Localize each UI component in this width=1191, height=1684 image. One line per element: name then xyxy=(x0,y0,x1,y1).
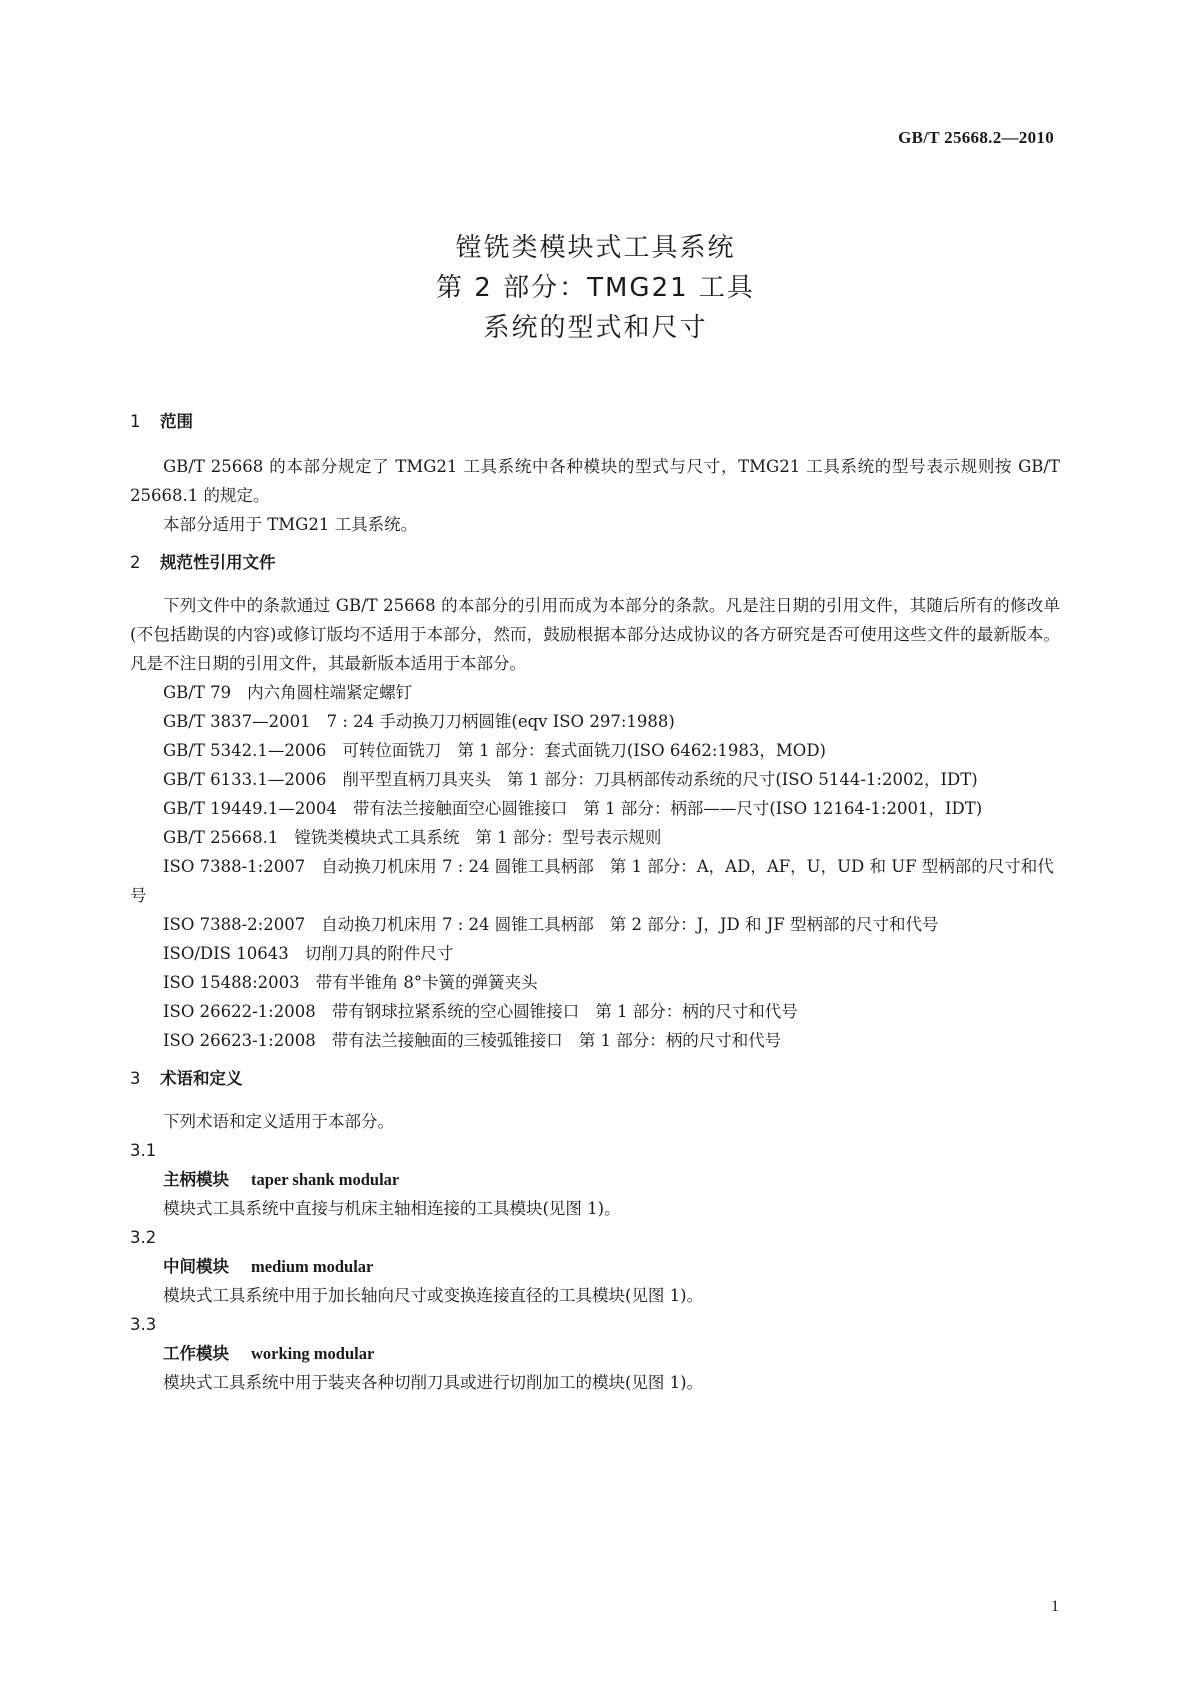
title-line-2: 第 2 部分：TMG21 工具 xyxy=(436,273,755,303)
reference-subtitle: 第 1 部分：套式面铣刀(ISO 6462:1983，MOD) xyxy=(457,741,826,760)
reference-title: 7 : 24 手动换刀刀柄圆锥(eqv ISO 297:1988) xyxy=(326,712,675,731)
reference-subtitle: 第 1 部分：柄的尺寸和代号 xyxy=(578,1031,782,1050)
reference-code: GB/T 19449.1—2004 xyxy=(163,799,337,818)
term-en: working modular xyxy=(251,1344,375,1363)
term-entry xyxy=(130,1223,1060,1310)
reference-item xyxy=(130,997,1060,1026)
reference-subtitle: 第 1 部分：A，AD，AF，U，UD 和 UF 型柄部的尺寸和代号 xyxy=(130,857,1054,905)
reference-subtitle: 第 1 部分：刀具柄部传动系统的尺寸(ISO 5144-1:2002，IDT) xyxy=(506,770,978,789)
reference-subtitle: 第 1 部分：型号表示规则 xyxy=(475,828,662,847)
reference-title: 自动换刀机床用 7 : 24 圆锥工具柄部 xyxy=(321,915,594,934)
section-title: 规范性引用文件 xyxy=(160,553,276,572)
title-line-1: 镗铣类模块式工具系统 xyxy=(455,233,736,263)
references-intro: 下列文件中的条款通过 GB/T 25668 的本部分的引用而成为本部分的条款。凡是注日期的引用文件，其随后所有的修改单(不包括勘误的内容)或修订版均不适用于本部分，然而，鼓励根据本部分达成协议的各方研究是否可使用这些文件的最新版本。凡是不注日期的引用文件，其最新版本适用于本部分。 xyxy=(130,596,1060,673)
reference-title: 可转位面铣刀 xyxy=(342,741,442,760)
reference-title: 带有钢球拉紧系统的空心圆锥接口 xyxy=(331,1002,580,1021)
term-entry xyxy=(130,1136,1060,1223)
page-number: 1 xyxy=(1051,1598,1059,1615)
reference-title: 切削刀具的附件尺寸 xyxy=(304,944,454,963)
reference-title: 带有法兰接触面空心圆锥接口 xyxy=(352,799,568,818)
scope-paragraph-2: 本部分适用于 TMG21 工具系统。 xyxy=(163,515,418,534)
reference-subtitle: 第 1 部分：柄部——尺寸(ISO 12164-1:2001，IDT) xyxy=(583,799,983,818)
reference-code: ISO 7388-1:2007 xyxy=(163,857,306,876)
reference-item xyxy=(130,794,1060,823)
term-name xyxy=(130,1165,1060,1194)
reference-code: GB/T 5342.1—2006 xyxy=(163,741,327,760)
section-title: 范围 xyxy=(160,412,193,431)
reference-code: ISO 26622-1:2008 xyxy=(163,1002,316,1021)
section-number: 2 xyxy=(130,553,141,572)
reference-item xyxy=(130,968,1060,997)
reference-title: 镗铣类模块式工具系统 xyxy=(294,828,460,847)
term-en: medium modular xyxy=(251,1257,374,1276)
term-zh: 主柄模块 xyxy=(163,1170,229,1189)
term-en: taper shank modular xyxy=(251,1170,400,1189)
term-number: 3.1 xyxy=(130,1141,157,1160)
reference-title: 自动换刀机床用 7 : 24 圆锥工具柄部 xyxy=(321,857,594,876)
reference-code: GB/T 79 xyxy=(163,683,232,702)
reference-item xyxy=(130,823,1060,852)
document-body xyxy=(130,410,1060,1397)
reference-subtitle: 第 2 部分：J，JD 和 JF 型柄部的尺寸和代号 xyxy=(609,915,939,934)
reference-title: 削平型直柄刀具夹头 xyxy=(342,770,491,789)
term-definition: 模块式工具系统中用于装夹各种切削刀具或进行切削加工的模块(见图 1)。 xyxy=(163,1373,704,1392)
term-number: 3.3 xyxy=(130,1315,157,1334)
section-1-heading xyxy=(130,410,1060,434)
section-number: 1 xyxy=(130,412,141,431)
reference-code: ISO 7388-2:2007 xyxy=(163,915,306,934)
section-number: 3 xyxy=(130,1069,141,1088)
term-entry xyxy=(130,1310,1060,1397)
reference-code: ISO/DIS 10643 xyxy=(163,944,289,963)
reference-code: ISO 26623-1:2008 xyxy=(163,1031,316,1050)
section-3-heading xyxy=(130,1067,1060,1091)
reference-item xyxy=(130,678,1060,707)
reference-title: 带有法兰接触面的三棱弧锥接口 xyxy=(331,1031,563,1050)
standard-code: GB/T 25668.2—2010 xyxy=(898,128,1054,147)
term-zh: 中间模块 xyxy=(163,1257,229,1276)
reference-title: 带有半锥角 8°卡簧的弹簧夹头 xyxy=(315,973,538,992)
term-definition: 模块式工具系统中用于加长轴向尺寸或变换连接直径的工具模块(见图 1)。 xyxy=(163,1286,704,1305)
reference-title: 内六角圆柱端紧定螺钉 xyxy=(247,683,413,702)
title-line-3: 系统的型式和尺寸 xyxy=(483,313,708,343)
document-title xyxy=(0,228,1191,348)
scope-paragraph-1: GB/T 25668 的本部分规定了 TMG21 工具系统中各种模块的型式与尺寸，TMG21 工具系统的型号表示规则按 GB/T 25668.1 的规定。 xyxy=(130,457,1060,505)
terms-intro: 下列术语和定义适用于本部分。 xyxy=(163,1112,394,1131)
reference-item xyxy=(130,910,1060,939)
term-name xyxy=(130,1339,1060,1368)
term-definition: 模块式工具系统中直接与机床主轴相连接的工具模块(见图 1)。 xyxy=(163,1199,621,1218)
reference-code: GB/T 25668.1 xyxy=(163,828,279,847)
section-title: 术语和定义 xyxy=(160,1069,243,1088)
reference-subtitle: 第 1 部分：柄的尺寸和代号 xyxy=(595,1002,798,1021)
reference-item xyxy=(130,707,1060,736)
section-2-heading xyxy=(130,551,1060,575)
reference-item xyxy=(130,939,1060,968)
term-number: 3.2 xyxy=(130,1228,157,1247)
reference-item xyxy=(130,852,1060,910)
reference-item xyxy=(130,736,1060,765)
term-zh: 工作模块 xyxy=(163,1344,229,1363)
reference-item xyxy=(130,765,1060,794)
reference-code: GB/T 6133.1—2006 xyxy=(163,770,327,789)
reference-code: GB/T 3837—2001 xyxy=(163,712,311,731)
reference-code: ISO 15488:2003 xyxy=(163,973,300,992)
reference-item xyxy=(130,1026,1060,1055)
term-name xyxy=(130,1252,1060,1281)
